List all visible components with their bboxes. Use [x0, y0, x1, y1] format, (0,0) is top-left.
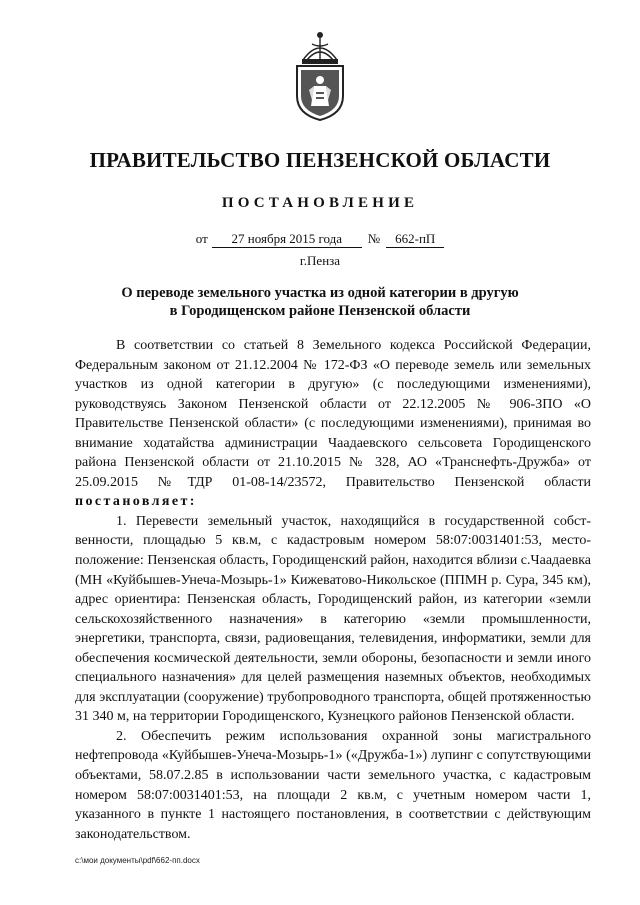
number-prefix: № — [367, 231, 381, 246]
document-type: ПОСТАНОВЛЕНИЕ — [221, 195, 419, 211]
date-prefix: от — [195, 231, 208, 246]
government-title: ПРАВИТЕЛЬСТВО ПЕНЗЕНСКОЙ ОБЛАСТИ — [89, 148, 551, 172]
heading-line-2: в Городищенском районе Пензенской области — [169, 303, 471, 319]
coat-of-arms-icon — [285, 30, 355, 122]
decree-word: постановляет: — [75, 494, 197, 510]
document-number: 662-пП — [386, 231, 444, 248]
item-2-paragraph: 2. Обеспечить режим использования охранной зоны магистрального нефтепровода «Куйбышев-Унеча-Мозырь-1» («Дружба-1») лупинг с сопутствующими объектами, 58.07.2.85 в использовании части земельного участка, с кадастровым номером 58:07:0031401:53, на площади 2 кв.м, с учетным номером части 1, указанного в пункте 1 настоящего постановления, в соответствии с действующим законодательством. — [75, 728, 591, 842]
document-city: г.Пенза — [299, 253, 341, 268]
file-path-footer: c:\мои документы\pdf\662-пп.docx — [75, 856, 200, 865]
item-1-paragraph: 1. Перевести земельный участок, находящийся в государственной собственности, площадью 5 кв.м, с кадастровым номером 58:07:0031401:53, местоположение: Пензенская область, Городищенский район, находится вблизи с.Чаадаевка (МН «Куйбышев-Унеча-Мозырь-1» Кижеватово-Никольское (ППМН р. Сура, 345 км), адрес ориентира: Пензенская область, Городищенский район, из категории «земли сельскохозяйственного назначения» в категорию «земли промышленности, энергетики, транспорта, связи, радиовещания, телевидения, информатики, земли для обеспечения космической деятельности, земли обороны, безопасности и земли иного специального назначения» для целей размещения наземных объектов, необходимых для эксплуатации (сооружение) трубопроводного транспорта, общей протяженностью 31 340 м, на территории Городищенского, Кузнецкого районов Пензенской области. — [75, 513, 591, 725]
document-date-number — [0, 230, 640, 248]
preamble-text: В соответствии со статьей 8 Земельного кодекса Российской Федерации, Федеральным законом от 21.12.2004 № 172-ФЗ «О переводе земель или земельных участков из одной категории в другую» (с последующими изменениями), руководствуясь Законом Пензенской области от 22.12.2005 № 906-ЗПО «О Правительстве Пензенской области» (с последующими изменениями), принимая во внимание ходатайства администрации Чаадаевского сельсовета Городищенского района Пензенской области от 21.10.2015 № 328, АО «Транснефть-Дружба» от 25.09.2015 №ТДР 01-08-14/23572, Правительство Пензенской области — [75, 338, 591, 490]
document-body — [75, 336, 591, 844]
preamble-paragraph — [75, 336, 591, 512]
heading-line-1: О переводе земельного участка из одной категории в другую — [121, 285, 519, 301]
document-heading — [60, 284, 580, 320]
document-date: 27 ноября 2015 года — [212, 231, 362, 248]
